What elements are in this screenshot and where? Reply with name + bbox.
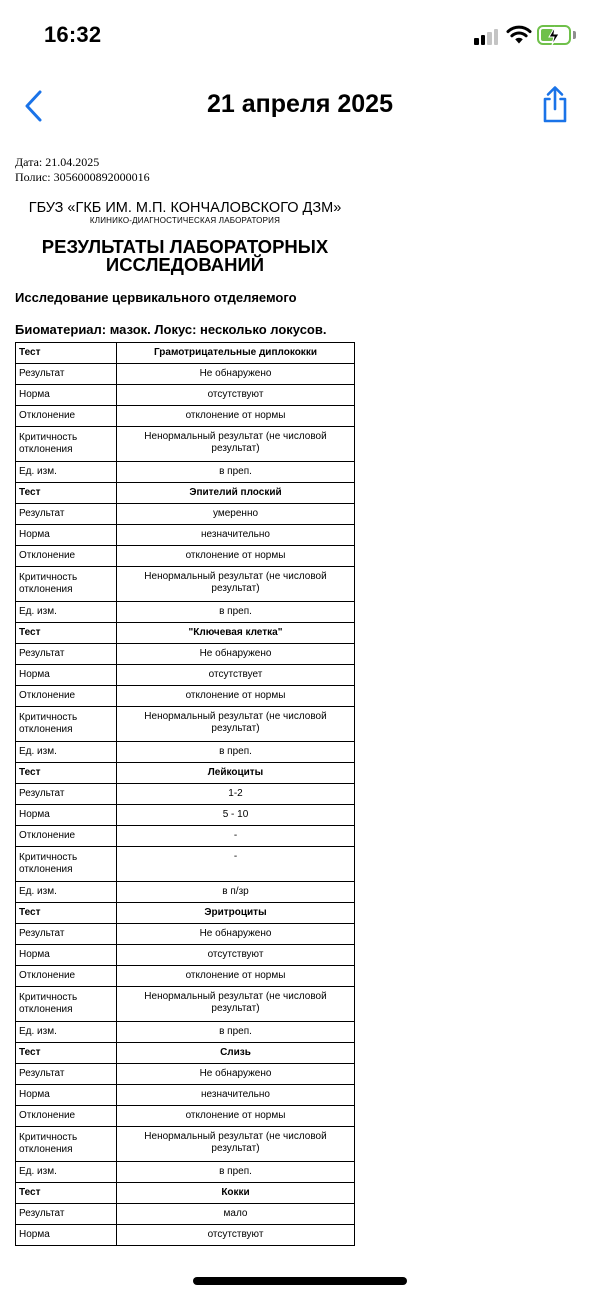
row-value: Грамотрицательные диплококки	[117, 343, 355, 364]
table-row	[16, 742, 355, 763]
table-row	[16, 364, 355, 385]
row-value: Ненормальный результат (не числовой результат)	[117, 987, 355, 1022]
row-label: Норма	[16, 1225, 117, 1246]
table-row	[16, 903, 355, 924]
row-value: незначительно	[117, 525, 355, 546]
table-row	[16, 525, 355, 546]
document-header	[15, 155, 360, 337]
row-value: в преп.	[117, 742, 355, 763]
page-title: 21 апреля 2025	[207, 90, 393, 118]
row-label: Отклонение	[16, 966, 117, 987]
date-line: Дата: 21.04.2025	[15, 155, 100, 169]
organization-subtitle: КЛИНИКО-ДИАГНОСТИЧЕСКАЯ ЛАБОРАТОРИЯ	[89, 216, 281, 225]
row-value: Эпителий плоский	[117, 483, 355, 504]
row-value: в п/зр	[117, 882, 355, 903]
table-row	[16, 826, 355, 847]
row-label: Отклонение	[16, 406, 117, 427]
row-value: отклонение от нормы	[117, 966, 355, 987]
table-row	[16, 686, 355, 707]
row-value: Эритроциты	[117, 903, 355, 924]
row-label: Результат	[16, 1204, 117, 1225]
row-value: в преп.	[117, 602, 355, 623]
policy-line: Полис: 3056000892000016	[15, 170, 150, 184]
table-row	[16, 623, 355, 644]
battery-tip	[573, 31, 576, 39]
row-value: в преп.	[117, 1022, 355, 1043]
row-label: Ед. изм.	[16, 882, 117, 903]
row-label: Результат	[16, 1064, 117, 1085]
row-value: Ненормальный результат (не числовой результат)	[117, 1127, 355, 1162]
cellular-signal-icon	[474, 27, 500, 45]
biomaterial-line: Биоматериал: мазок. Локус: несколько локусов.	[15, 322, 327, 337]
row-value: Не обнаружено	[117, 364, 355, 385]
document-title	[15, 238, 355, 274]
row-label: Норма	[16, 945, 117, 966]
row-value: отсутствуют	[117, 945, 355, 966]
table-row	[16, 1085, 355, 1106]
table-row	[16, 343, 355, 364]
table-row	[16, 966, 355, 987]
row-value: Ненормальный результат (не числовой результат)	[117, 707, 355, 742]
results-table-body	[16, 343, 355, 1246]
row-value: -	[117, 826, 355, 847]
row-value: отклонение от нормы	[117, 686, 355, 707]
table-row	[16, 483, 355, 504]
row-label: Ед. изм.	[16, 1022, 117, 1043]
row-label: Тест	[16, 1043, 117, 1064]
row-value: "Ключевая клетка"	[117, 623, 355, 644]
table-row	[16, 385, 355, 406]
table-row	[16, 847, 355, 882]
row-label: Результат	[16, 924, 117, 945]
charging-bolt-icon	[546, 26, 562, 46]
row-value: Не обнаружено	[117, 644, 355, 665]
table-row	[16, 427, 355, 462]
table-row	[16, 1183, 355, 1204]
row-label: Тест	[16, 1183, 117, 1204]
row-value: 1-2	[117, 784, 355, 805]
wifi-icon	[506, 25, 532, 50]
row-value: Слизь	[117, 1043, 355, 1064]
row-label: Отклонение	[16, 826, 117, 847]
row-label: Тест	[16, 903, 117, 924]
table-row	[16, 1106, 355, 1127]
row-label: Результат	[16, 784, 117, 805]
row-label: Критичность отклонения	[16, 987, 117, 1022]
table-row	[16, 1022, 355, 1043]
row-label: Критичность отклонения	[16, 707, 117, 742]
document-title-line1: РЕЗУЛЬТАТЫ ЛАБОРАТОРНЫХ	[41, 236, 329, 257]
table-row	[16, 462, 355, 483]
row-value: в преп.	[117, 462, 355, 483]
row-label: Результат	[16, 364, 117, 385]
row-label: Норма	[16, 1085, 117, 1106]
row-value: отклонение от нормы	[117, 406, 355, 427]
table-row	[16, 665, 355, 686]
row-label: Ед. изм.	[16, 1162, 117, 1183]
table-row	[16, 1225, 355, 1246]
table-row	[16, 546, 355, 567]
table-row	[16, 406, 355, 427]
table-row	[16, 1127, 355, 1162]
row-value: отклонение от нормы	[117, 1106, 355, 1127]
table-row	[16, 504, 355, 525]
row-value: -	[117, 847, 355, 882]
document-title-line2: ИССЛЕДОВАНИЙ	[105, 254, 265, 275]
table-row	[16, 1064, 355, 1085]
row-label: Тест	[16, 623, 117, 644]
share-button[interactable]	[538, 84, 572, 126]
status-time: 16:32	[44, 22, 102, 47]
row-value: отсутствуют	[117, 385, 355, 406]
battery-icon	[537, 25, 571, 45]
table-row	[16, 882, 355, 903]
row-value: Не обнаружено	[117, 1064, 355, 1085]
row-value: отсутствуют	[117, 1225, 355, 1246]
row-label: Норма	[16, 525, 117, 546]
row-value: мало	[117, 1204, 355, 1225]
row-label: Результат	[16, 644, 117, 665]
row-value: Ненормальный результат (не числовой результат)	[117, 567, 355, 602]
table-row	[16, 987, 355, 1022]
table-row	[16, 644, 355, 665]
study-name: Исследование цервикального отделяемого	[15, 290, 297, 305]
row-value: отсутствует	[117, 665, 355, 686]
row-label: Ед. изм.	[16, 602, 117, 623]
row-label: Тест	[16, 343, 117, 364]
table-row	[16, 1043, 355, 1064]
row-label: Норма	[16, 665, 117, 686]
row-label: Ед. изм.	[16, 742, 117, 763]
table-row	[16, 924, 355, 945]
row-value: Лейкоциты	[117, 763, 355, 784]
table-row	[16, 707, 355, 742]
row-value: Не обнаружено	[117, 924, 355, 945]
table-row	[16, 784, 355, 805]
row-label: Ед. изм.	[16, 462, 117, 483]
row-label: Тест	[16, 763, 117, 784]
row-label: Критичность отклонения	[16, 1127, 117, 1162]
row-value: умеренно	[117, 504, 355, 525]
table-row	[16, 602, 355, 623]
row-label: Отклонение	[16, 1106, 117, 1127]
row-label: Отклонение	[16, 546, 117, 567]
status-bar	[0, 0, 600, 70]
results-table	[15, 342, 355, 1246]
row-value: в преп.	[117, 1162, 355, 1183]
row-label: Отклонение	[16, 686, 117, 707]
share-icon	[538, 84, 572, 126]
table-row	[16, 567, 355, 602]
row-value: Ненормальный результат (не числовой результат)	[117, 427, 355, 462]
row-label: Норма	[16, 385, 117, 406]
row-label: Критичность отклонения	[16, 847, 117, 882]
table-row	[16, 805, 355, 826]
row-value: 5 - 10	[117, 805, 355, 826]
row-label: Критичность отклонения	[16, 427, 117, 462]
home-indicator[interactable]	[193, 1277, 407, 1285]
organization-name: ГБУЗ «ГКБ ИМ. М.П. КОНЧАЛОВСКОГО ДЗМ»	[28, 200, 342, 216]
table-row	[16, 945, 355, 966]
table-row	[16, 1204, 355, 1225]
row-label: Критичность отклонения	[16, 567, 117, 602]
row-label: Норма	[16, 805, 117, 826]
row-value: незначительно	[117, 1085, 355, 1106]
row-label: Результат	[16, 504, 117, 525]
row-value: Кокки	[117, 1183, 355, 1204]
row-value: отклонение от нормы	[117, 546, 355, 567]
row-label: Тест	[16, 483, 117, 504]
table-row	[16, 1162, 355, 1183]
table-row	[16, 763, 355, 784]
